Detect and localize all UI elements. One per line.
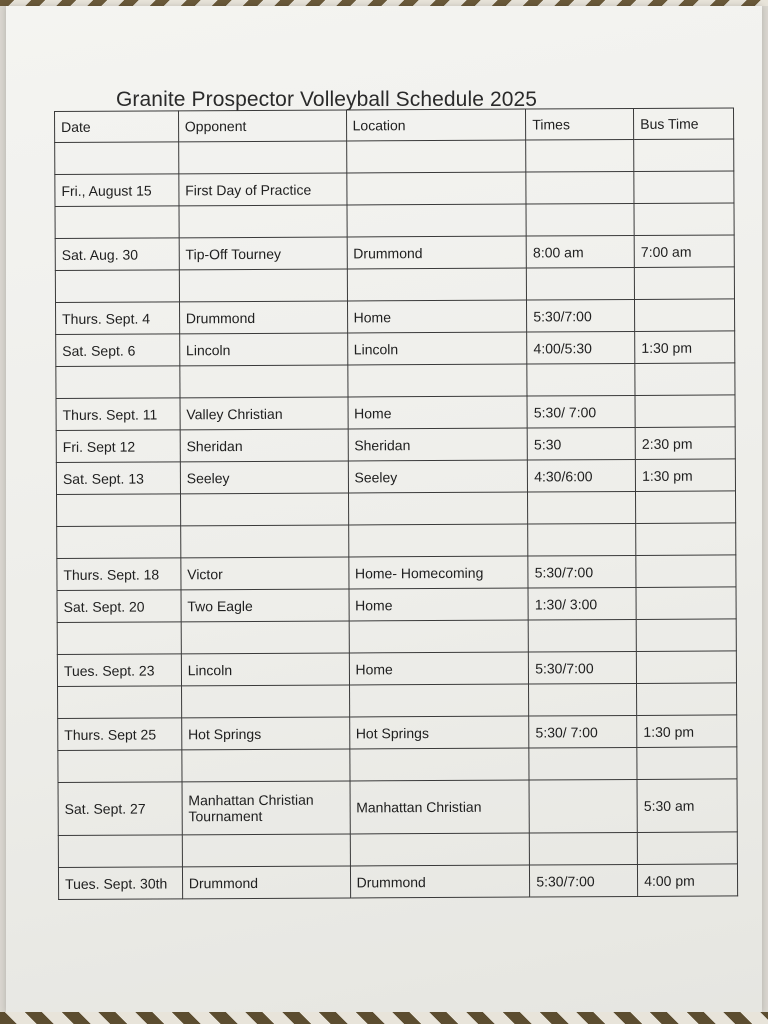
cell-times [530,832,638,865]
cell-location [347,204,527,237]
cell-location: Home- Homecoming [348,556,528,589]
cell-date: Sat. Sept. 20 [57,590,181,623]
cell-bus-time: 5:30 am [637,779,737,833]
cell-opponent [181,621,349,654]
cell-date: Fri. Sept 12 [56,430,180,463]
cell-bus-time [637,832,737,865]
cell-times: 5:30/7:00 [528,555,636,588]
cell-bus-time [635,363,735,396]
cell-bus-time [636,619,736,652]
cell-location [348,492,528,525]
cell-times: 5:30/ 7:00 [529,715,637,748]
cell-bus-time [634,203,734,236]
cell-date [58,686,182,719]
table-row [56,395,735,431]
cell-location [346,172,526,205]
cell-bus-time [634,171,734,204]
cell-opponent: Hot Springs [181,717,349,750]
cell-bus-time [636,523,736,556]
cell-times [528,523,636,556]
header-times: Times [526,108,634,140]
cell-opponent: Two Eagle [181,589,349,622]
cell-bus-time [637,747,737,780]
cell-date: Fri., August 15 [55,174,179,207]
table-row [55,139,734,175]
table-row [58,864,737,900]
cell-opponent [180,525,348,558]
cell-date [57,526,181,559]
cell-times [526,171,634,204]
table-row [58,747,737,783]
cell-opponent: Drummond [179,301,347,334]
table-row [57,619,736,655]
cell-times: 5:30/ 7:00 [527,395,635,428]
header-location: Location [346,109,526,141]
cell-opponent [182,834,350,867]
cell-date [55,206,179,239]
cell-location: Seeley [348,460,528,493]
header-date: Date [55,111,179,143]
cell-opponent [180,365,348,398]
cell-opponent: Valley Christian [180,397,348,430]
cell-times [528,491,636,524]
cell-location: Home [349,588,529,621]
cell-times: 5:30/7:00 [529,651,637,684]
table-row [56,331,735,367]
cell-location [346,140,526,173]
cell-opponent: Drummond [182,866,350,899]
table-row [57,523,736,559]
cell-location [348,524,528,557]
header-opponent: Opponent [178,110,346,142]
table-row [55,171,734,207]
cell-location: Home [349,652,529,685]
cell-opponent [180,493,348,526]
background-pattern-bottom [0,1012,768,1024]
table-row [55,203,734,239]
table-row [56,363,735,399]
cell-location: Sheridan [348,428,528,461]
table-row [56,299,735,335]
cell-location: Hot Springs [349,716,529,749]
cell-times: 4:00/5:30 [527,331,635,364]
cell-opponent: Tip-Off Tourney [179,237,347,270]
cell-bus-time [635,299,735,332]
cell-times: 4:30/6:00 [528,459,636,492]
cell-location [347,364,527,397]
cell-bus-time [637,683,737,716]
cell-times [529,779,637,833]
cell-location: Home [347,300,527,333]
cell-opponent: Victor [181,557,349,590]
cell-bus-time [636,491,736,524]
cell-bus-time [635,395,735,428]
cell-opponent [179,269,347,302]
cell-opponent [182,749,350,782]
table-row [55,267,734,303]
cell-date: Tues. Sept. 30th [58,867,182,900]
cell-date: Sat. Sept. 13 [56,462,180,495]
cell-times [529,683,637,716]
cell-date: Thurs. Sept. 11 [56,398,180,431]
cell-date [56,366,180,399]
cell-location: Drummond [347,236,527,269]
cell-bus-time: 2:30 pm [635,427,735,460]
cell-times [527,267,635,300]
cell-bus-time [634,139,734,172]
cell-times [526,139,634,172]
cell-opponent [181,685,349,718]
cell-location [349,620,529,653]
cell-times [528,619,636,652]
cell-bus-time [636,555,736,588]
cell-times: 5:30 [527,427,635,460]
cell-opponent [178,141,346,174]
cell-date: Thurs. Sept 25 [58,718,182,751]
cell-times: 5:30/7:00 [530,864,638,897]
cell-date: Thurs. Sept. 18 [57,558,181,591]
table-row [57,555,736,591]
cell-bus-time [636,651,736,684]
cell-bus-time: 1:30 pm [637,715,737,748]
table-row [58,715,737,751]
cell-date [58,750,182,783]
cell-date: Sat. Sept. 27 [58,782,182,836]
cell-opponent: Lincoln [181,653,349,686]
table-row [56,459,735,495]
table-row [58,683,737,719]
cell-times [526,203,634,236]
cell-location [349,684,529,717]
cell-location: Drummond [350,865,530,898]
cell-opponent: First Day of Practice [179,173,347,206]
cell-location: Home [348,396,528,429]
cell-times [527,363,635,396]
cell-date: Tues. Sept. 23 [57,654,181,687]
table-row [55,235,734,271]
cell-opponent: Manhattan Christian Tournament [182,781,350,835]
cell-bus-time [636,587,736,620]
cell-date [57,622,181,655]
cell-location [350,833,530,866]
table-row [58,832,737,868]
header-bus-time: Bus Time [634,108,734,140]
cell-times: 1:30/ 3:00 [528,587,636,620]
cell-bus-time: 1:30 pm [635,331,735,364]
cell-opponent: Seeley [180,461,348,494]
cell-opponent: Sheridan [180,429,348,462]
table-row [57,651,736,687]
cell-bus-time [634,267,734,300]
header-row [55,108,734,143]
cell-location: Manhattan Christian [350,780,530,834]
page-title: Granite Prospector Volleyball Schedule 2025 [116,88,538,111]
schedule-table [54,107,738,900]
cell-bus-time: 1:30 pm [635,459,735,492]
table-row [58,779,737,836]
cell-bus-time: 4:00 pm [638,864,738,897]
cell-date: Sat. Aug. 30 [55,238,179,271]
cell-date [55,142,179,175]
cell-date: Sat. Sept. 6 [56,334,180,367]
cell-times: 8:00 am [526,235,634,268]
cell-opponent [179,205,347,238]
table-row [57,587,736,623]
cell-times: 5:30/7:00 [527,299,635,332]
cell-date [55,270,179,303]
table-row [56,427,735,463]
cell-location [349,748,529,781]
cell-times [529,747,637,780]
cell-date: Thurs. Sept. 4 [56,302,180,335]
cell-date [57,494,181,527]
table-row [57,491,736,527]
cell-location: Lincoln [347,332,527,365]
cell-location [347,268,527,301]
cell-opponent: Lincoln [179,333,347,366]
cell-bus-time: 7:00 am [634,235,734,268]
cell-date [58,835,182,868]
